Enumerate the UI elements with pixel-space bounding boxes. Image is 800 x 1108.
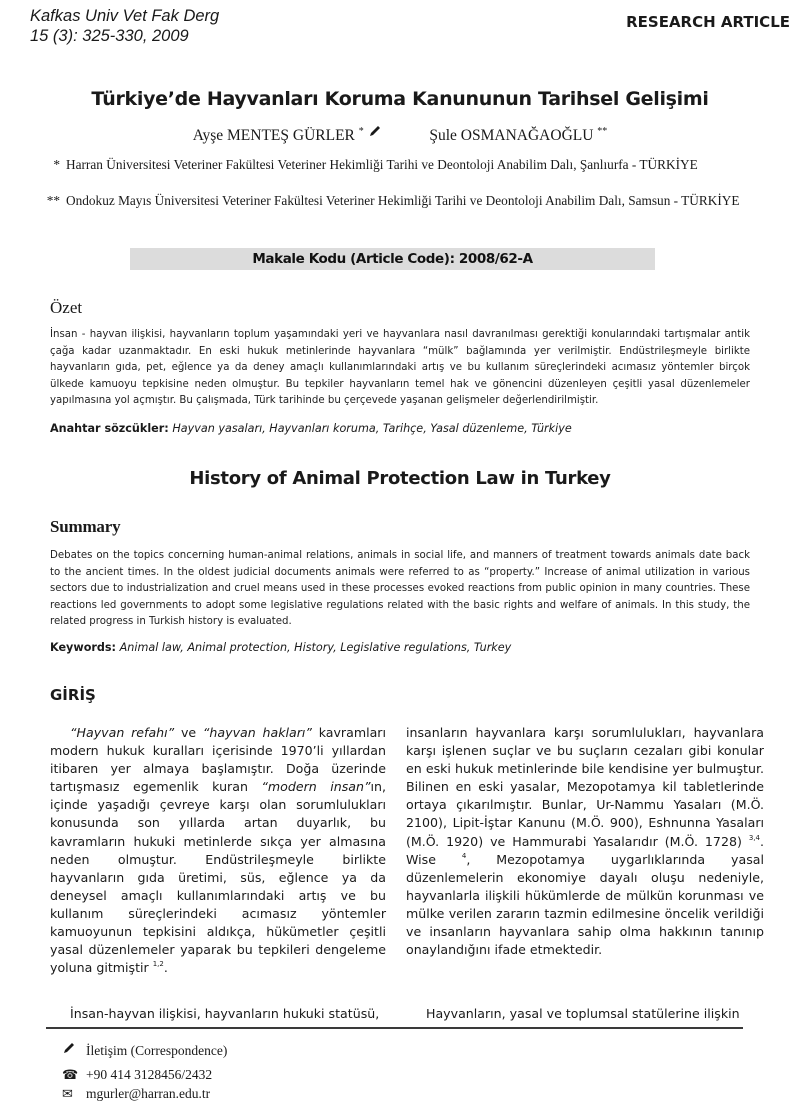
correspondence-heading bbox=[62, 1041, 227, 1059]
keywords-list: Animal law, Animal protection, History, Legislative regulations, Turkey bbox=[119, 641, 512, 654]
telephone-icon: ☎ bbox=[62, 1068, 79, 1083]
correspondence-email[interactable] bbox=[62, 1086, 210, 1102]
affiliation-mark: * bbox=[53, 157, 60, 172]
abstract-english bbox=[50, 548, 750, 631]
pencil-icon bbox=[62, 1041, 86, 1059]
quoted-term: “Hayvan refahı” bbox=[70, 725, 175, 740]
text-run: kavramları modern hukuk kuralları içerisinde 1970’li yıllardan itibaren yer almaya başlamıştır. Doğa üzerinde tartışmasız egemenlik kuran bbox=[50, 725, 386, 795]
journal-volume: 15 (3): 325-330, 2009 bbox=[30, 27, 189, 45]
keywords-english bbox=[50, 641, 511, 654]
text-run: . Wise bbox=[406, 833, 764, 867]
body-paragraph bbox=[50, 724, 386, 977]
body-column-right bbox=[406, 724, 764, 959]
phone-number: +90 414 3128456/2432 bbox=[86, 1067, 213, 1082]
author-name: Şule OSMANAĞAOĞLU bbox=[429, 127, 594, 144]
article-title-turkish: Türkiye’de Hayvanları Koruma Kanununun Tarihsel Gelişimi bbox=[91, 88, 709, 110]
body-column-left-tail bbox=[50, 1005, 386, 1023]
section-heading-introduction: GİRİŞ bbox=[50, 686, 96, 704]
abstract-heading-turkish: Özet bbox=[50, 298, 83, 317]
author-mark: ** bbox=[597, 125, 608, 137]
email-address[interactable]: mgurler@harran.edu.tr bbox=[86, 1086, 211, 1101]
text-run: insanların hayvanlara karşı sorumlulukları, hayvanlara karşı işlenen suçlar ve bu suçların cezaları gibi konular en eski hukuk metinlerinde bile kendisine yer bulmuştur. Bilinen en eski yasalar, Mezopotamya kil tabletlerinde ortaya çıkarılmıştır. Bunlar, Ur-Nammu Yasaları (M.Ö. 2100), Lipit-İştar Kanunu (M.Ö. 900), Eshnunna Yasaları (M.Ö. 1920) ve Hammurabi Yasalarıdır (M.Ö. 1728) bbox=[406, 725, 764, 849]
affiliation-mark: ** bbox=[46, 193, 60, 208]
keywords-turkish bbox=[50, 422, 572, 435]
pencil-icon bbox=[368, 124, 382, 138]
article-type-label: RESEARCH ARTICLE bbox=[626, 13, 790, 31]
keywords-label: Anahtar sözcükler: bbox=[50, 422, 169, 435]
text-run: . bbox=[163, 960, 168, 976]
quoted-term: “hayvan hakları” bbox=[202, 725, 312, 740]
abstract-turkish bbox=[50, 327, 750, 410]
abstract-text: İnsan - hayvan ilişkisi, hayvanların toplum yaşamındaki yeri ve hayvanlara nasıl davranılması gerektiği konularındaki tartışmalar antik çağa kadar uzanmaktadır. En eski hukuk metinlerinde hayvanlara “mülk” bağlamında yer verilmiştir. Endüstrileşmeyle birlikte hayvanların gıda, pet, eğlence ya da deney amaçlı kullanımlarındaki artış ve bu kullanım süreçlerindeki acımasız yöntemler birçok ülkede kamuoyu tepkisine neden olmuştur. Bu tepkiler hayvanların temel hak ve gönencini düzenleyen çeşitli yasal düzenlemeler yapılmasına yol açmıştır. Bu çalışmada, Türk tarihinde bu çerçevede yaşanan gelişmeler değerlendirilmiştir. bbox=[50, 329, 750, 407]
journal-citation bbox=[30, 6, 219, 46]
affiliation-text: Harran Üniversitesi Veteriner Fakültesi Veteriner Hekimliği Tarihi ve Deontoloji Anabilim Dalı, Şanlıurfa - TÜRKİYE bbox=[66, 157, 698, 172]
quoted-term: “modern insan” bbox=[261, 779, 371, 795]
author-mark: * bbox=[358, 125, 364, 137]
article-title-english: History of Animal Protection Law in Turkey bbox=[189, 468, 611, 489]
correspondence-phone bbox=[62, 1067, 212, 1083]
citation-ref: 4 bbox=[461, 851, 467, 860]
text-run: ın, içinde yaşadığı çevreye karşı olan sorumlulukları konusunda son yıllarda artan duyarlık, bu kavramların hukuki metinlerde sıkça yer almasına neden olmuştur. Endüstrileşmeyle birlikte hayvanların gıda üretimi, süs, eğlence ya da deneysel amaçlı kullanımlarındaki artış ve bu kullanım süreçlerindeki acımasız yöntemler kamuoyunun tepkisini aldıkça, hükümetler çeşitli yasal düzenlemeler yaparak bu tepkileri dengeleme yoluna gitmiştir bbox=[50, 779, 386, 976]
abstract-text: Debates on the topics concerning human-animal relations, animals in social life, and manners of treatment towards animals date back to the ancient times. In the oldest judicial documents animals were referred to as “property.” Increase of animal utilization in various sectors due to industrialization and cruel means used in these processes evoked reactions from public opinion in many countries. These reactions led governments to adopt some legislative regulations related with the basic rights and welfare of animals. In this study, the related progress in Turkish history is evaluated. bbox=[50, 550, 750, 628]
affiliation bbox=[24, 156, 800, 192]
keywords-label: Keywords: bbox=[50, 641, 117, 654]
body-paragraph: İnsan-hayvan ilişkisi, hayvanların hukuki statüsü, bbox=[70, 1006, 380, 1021]
journal-name: Kafkas Univ Vet Fak Derg bbox=[30, 7, 220, 25]
correspondence-title: İletişim (Correspondence) bbox=[86, 1043, 228, 1058]
keywords-list: Hayvan yasaları, Hayvanları koruma, Tarihçe, Yasal düzenleme, Türkiye bbox=[172, 422, 572, 435]
abstract-heading-english: Summary bbox=[50, 517, 121, 536]
envelope-icon: ✉ bbox=[62, 1087, 73, 1102]
affiliation-text: Ondokuz Mayıs Üniversitesi Veteriner Fakültesi Veteriner Hekimliği Tarihi ve Deontoloji Anabilim Dalı, Samsun - TÜRKİYE bbox=[66, 193, 740, 208]
affiliation bbox=[24, 192, 800, 228]
body-paragraph bbox=[406, 724, 764, 959]
article-code-bar: Makale Kodu (Article Code): 2008/62-A bbox=[130, 248, 655, 270]
citation-ref: 1,2 bbox=[152, 960, 164, 969]
author-list bbox=[0, 124, 800, 145]
author-name: Ayşe MENTEŞ GÜRLER bbox=[192, 127, 355, 144]
citation-ref: 3,4 bbox=[748, 833, 760, 842]
text-run: , Mezopotamya uygarlıklarında yasal düzenlemelerin ekonomiye dayalı oluşu nedeniyle, hayvanlarla ilişkili hükümlerde de mülkün korunması ve mülke verilen zararın tazmin edilmesine öncelik verildiği ve insanların hayvanlara sahip olma hakkının tanınıp onaylandığını ifade etmektedir. bbox=[406, 851, 764, 958]
text-run: ve bbox=[174, 725, 203, 740]
body-paragraph: Hayvanların, yasal ve toplumsal statülerine ilişkin bbox=[426, 1006, 740, 1021]
body-column-left bbox=[50, 724, 386, 977]
body-column-right-tail bbox=[406, 1005, 764, 1023]
footnote-divider bbox=[46, 1027, 743, 1029]
